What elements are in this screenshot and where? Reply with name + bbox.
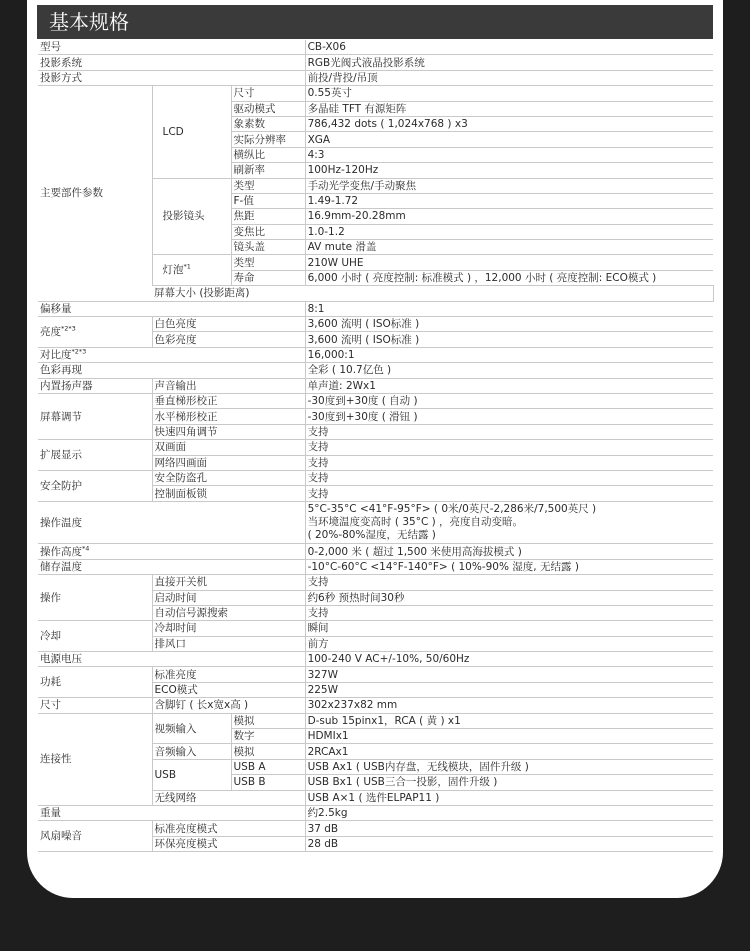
item-label: 驱动模式 [231,101,305,116]
item-label: 类型 [231,178,305,193]
item-label: 启动时间 [152,590,305,605]
row-value [305,501,713,544]
row-value: 支持 [305,575,713,590]
row-value: 302x237x82 mm [305,698,713,713]
group-label: 操作 [38,575,152,621]
table-row [38,86,713,101]
row-value: -30度到+30度 ( 自动 ) [305,393,713,408]
subgroup-label: 投影镜头 [152,178,231,255]
row-label: 屏幕大小 (投影距离) [152,286,713,301]
item-label: 冷却时间 [152,621,305,636]
value-line: 当环境温度变高时 ( 35°C ) ，亮度自动变暗。 [307,515,524,528]
item-label: 色彩亮度 [152,332,305,347]
row-value: 1.0-1.2 [305,224,713,239]
row-value: 28 dB [305,836,713,851]
spec-sheet [27,0,723,898]
row-value: 前方 [305,636,713,651]
table-row [38,55,713,70]
table-row [38,667,713,682]
item-label: 标准亮度 [152,667,305,682]
section-title: 基本规格 [37,5,713,39]
subgroup-label: 视频输入 [152,713,231,744]
item-label: ECO模式 [152,682,305,697]
table-row [38,378,713,393]
row-value: 支持 [305,605,713,620]
row-value: 8:1 [305,301,713,316]
row-label: 储存温度 [38,559,305,574]
group-label: 冷却 [38,621,152,652]
row-value: 16.9mm-20.28mm [305,209,713,224]
row-value: 100-240 V AC+/-10%, 50/60Hz [305,652,713,667]
item-label: 标准亮度模式 [152,821,305,836]
row-value: 37 dB [305,821,713,836]
row-label: 操作温度 [38,501,305,544]
group-label: 屏幕调节 [38,393,152,439]
item-label: 刷新率 [231,163,305,178]
footnote-mark: *2*3 [61,324,76,333]
group-label: 主要部件参数 [38,86,152,301]
row-value: 3,600 流明 ( ISO标准 ) [305,332,713,347]
item-label: 水平梯形校正 [152,409,305,424]
table-row [38,544,713,559]
footnote-mark: *2*3 [71,347,87,356]
row-value: 0-2,000 米 ( 超过 1,500 米使用高海拔模式 ) [305,544,713,559]
item-label: 环保亮度模式 [152,836,305,851]
table-row [38,713,713,728]
table-row [38,40,713,55]
item-label: USB A [231,759,305,774]
item-label: 双画面 [152,440,305,455]
item-label: 白色亮度 [152,317,305,332]
group-label: 内置扬声器 [38,378,152,393]
row-value: 16,000:1 [305,347,713,362]
value-line: ( 20%-80%湿度，无结露 ) [307,529,436,542]
contrast-label: 对比度 [40,349,72,361]
table-row [38,363,713,378]
table-row [38,805,713,820]
row-label: 电源电压 [38,652,305,667]
table-row [38,440,713,455]
subgroup-label: LCD [152,86,231,178]
row-label: 重量 [38,805,305,820]
row-value: 单声道: 2Wx1 [305,378,713,393]
subgroup-label: USB [152,759,231,790]
item-label: 尺寸 [231,86,305,101]
row-value: 支持 [305,486,713,501]
item-label: 类型 [231,255,305,270]
value-line: 5°C-35°C <41°F-95°F> ( 0米/0英尺-2,286米/7,500英尺 ) [307,502,597,515]
row-value: 前投/背投/吊顶 [305,70,713,85]
table-row [38,621,713,636]
row-value: 3,600 流明 ( ISO标准 ) [305,317,713,332]
group-label [38,317,152,348]
item-label: 安全防盗孔 [152,470,305,485]
table-row [38,70,713,85]
table-row [38,347,713,362]
row-value: 2RCAx1 [305,744,713,759]
item-label: 焦距 [231,209,305,224]
row-value: 6,000 小时 ( 亮度控制: 标准模式 ) ，12,000 小时 ( 亮度控制: ECO模式 ) [305,270,713,285]
table-row [38,652,713,667]
item-label: 象素数 [231,116,305,131]
row-value: 支持 [305,424,713,439]
row-label: 偏移量 [38,301,305,316]
row-label [38,347,305,362]
row-value: -30度到+30度 ( 滑钮 ) [305,409,713,424]
row-value: USB Ax1 ( USB内存盘，无线模块，固件升级 ) [305,759,713,774]
item-label: 自动信号源搜索 [152,605,305,620]
item-label: 模拟 [231,713,305,728]
group-label: 风扇噪音 [38,821,152,852]
group-label: 安全防护 [38,470,152,501]
row-value: 225W [305,682,713,697]
row-value: 支持 [305,440,713,455]
row-value: 多晶硅 TFT 有源矩阵 [305,101,713,116]
footnote-mark: *4 [82,544,90,553]
table-row [38,559,713,574]
group-label: 功耗 [38,667,152,698]
item-label: 寿命 [231,270,305,285]
row-value: XGA [305,132,713,147]
item-label: 含脚钉 ( 长x宽x高 ) [152,698,305,713]
item-label: 声音输出 [152,378,305,393]
row-value: 1.49-1.72 [305,193,713,208]
group-label: 尺寸 [38,698,152,713]
item-label: 控制面板锁 [152,486,305,501]
row-label: 型号 [38,40,305,55]
row-value: 327W [305,667,713,682]
row-label: 色彩再现 [38,363,305,378]
table-row [38,821,713,836]
item-label: 排风口 [152,636,305,651]
row-label: 投影方式 [38,70,305,85]
row-value: 100Hz-120Hz [305,163,713,178]
item-label: F-值 [231,193,305,208]
table-row [38,501,713,544]
row-label [38,544,305,559]
subgroup-label: 音频输入 [152,744,231,759]
row-value: HDMIx1 [305,729,713,744]
footnote-mark: *1 [183,262,191,271]
item-label: 网络四画面 [152,455,305,470]
subgroup-label [152,255,231,286]
table-row [38,317,713,332]
table-row [38,301,713,316]
row-value: 约6秒 预热时间30秒 [305,590,713,605]
group-label: 扩展显示 [38,440,152,471]
row-value: AV mute 滑盖 [305,240,713,255]
item-label: 横纵比 [231,147,305,162]
table-row [38,575,713,590]
row-value: CB-X06 [305,40,713,55]
row-value: 全彩 ( 10.7亿色 ) [305,363,713,378]
row-value: 支持 [305,470,713,485]
row-value: 支持 [305,455,713,470]
row-value: 瞬间 [305,621,713,636]
altitude-label: 操作高度 [40,545,82,558]
group-label: 连接性 [38,713,152,805]
row-value: 786,432 dots ( 1,024x768 ) x3 [305,116,713,131]
item-label: 实际分辨率 [231,132,305,147]
row-value: 4:3 [305,147,713,162]
brightness-label: 亮度 [40,325,61,338]
item-label: 数字 [231,729,305,744]
row-value: 210W UHE [305,255,713,270]
table-row [38,698,713,713]
item-label: 垂直梯形校正 [152,393,305,408]
row-value: -10°C-60°C <14°F-140°F> ( 10%-90% 湿度, 无结露 ) [305,559,713,574]
row-value: 约2.5kg [305,805,713,820]
row-value: D-sub 15pinx1，RCA ( 黄 ) x1 [305,713,713,728]
row-value: USB A×1 ( 选件ELPAP11 ) [305,790,713,805]
row-value: 0.55英寸 [305,86,713,101]
item-label: USB B [231,775,305,790]
row-value: 手动光学变焦/手动聚焦 [305,178,713,193]
table-row [38,470,713,485]
table-row [38,393,713,408]
item-label: 模拟 [231,744,305,759]
item-label: 直接开关机 [152,575,305,590]
spec-table [38,40,713,852]
item-label: 无线网络 [152,790,305,805]
item-label: 快速四角调节 [152,424,305,439]
row-value: USB Bx1 ( USB三合一投影，固件升级 ) [305,775,713,790]
lamp-label: 灯泡 [162,264,184,277]
row-label: 投影系统 [38,55,305,70]
row-value: RGB光阀式液晶投影系统 [305,55,713,70]
item-label: 镜头盖 [231,240,305,255]
item-label: 变焦比 [231,224,305,239]
